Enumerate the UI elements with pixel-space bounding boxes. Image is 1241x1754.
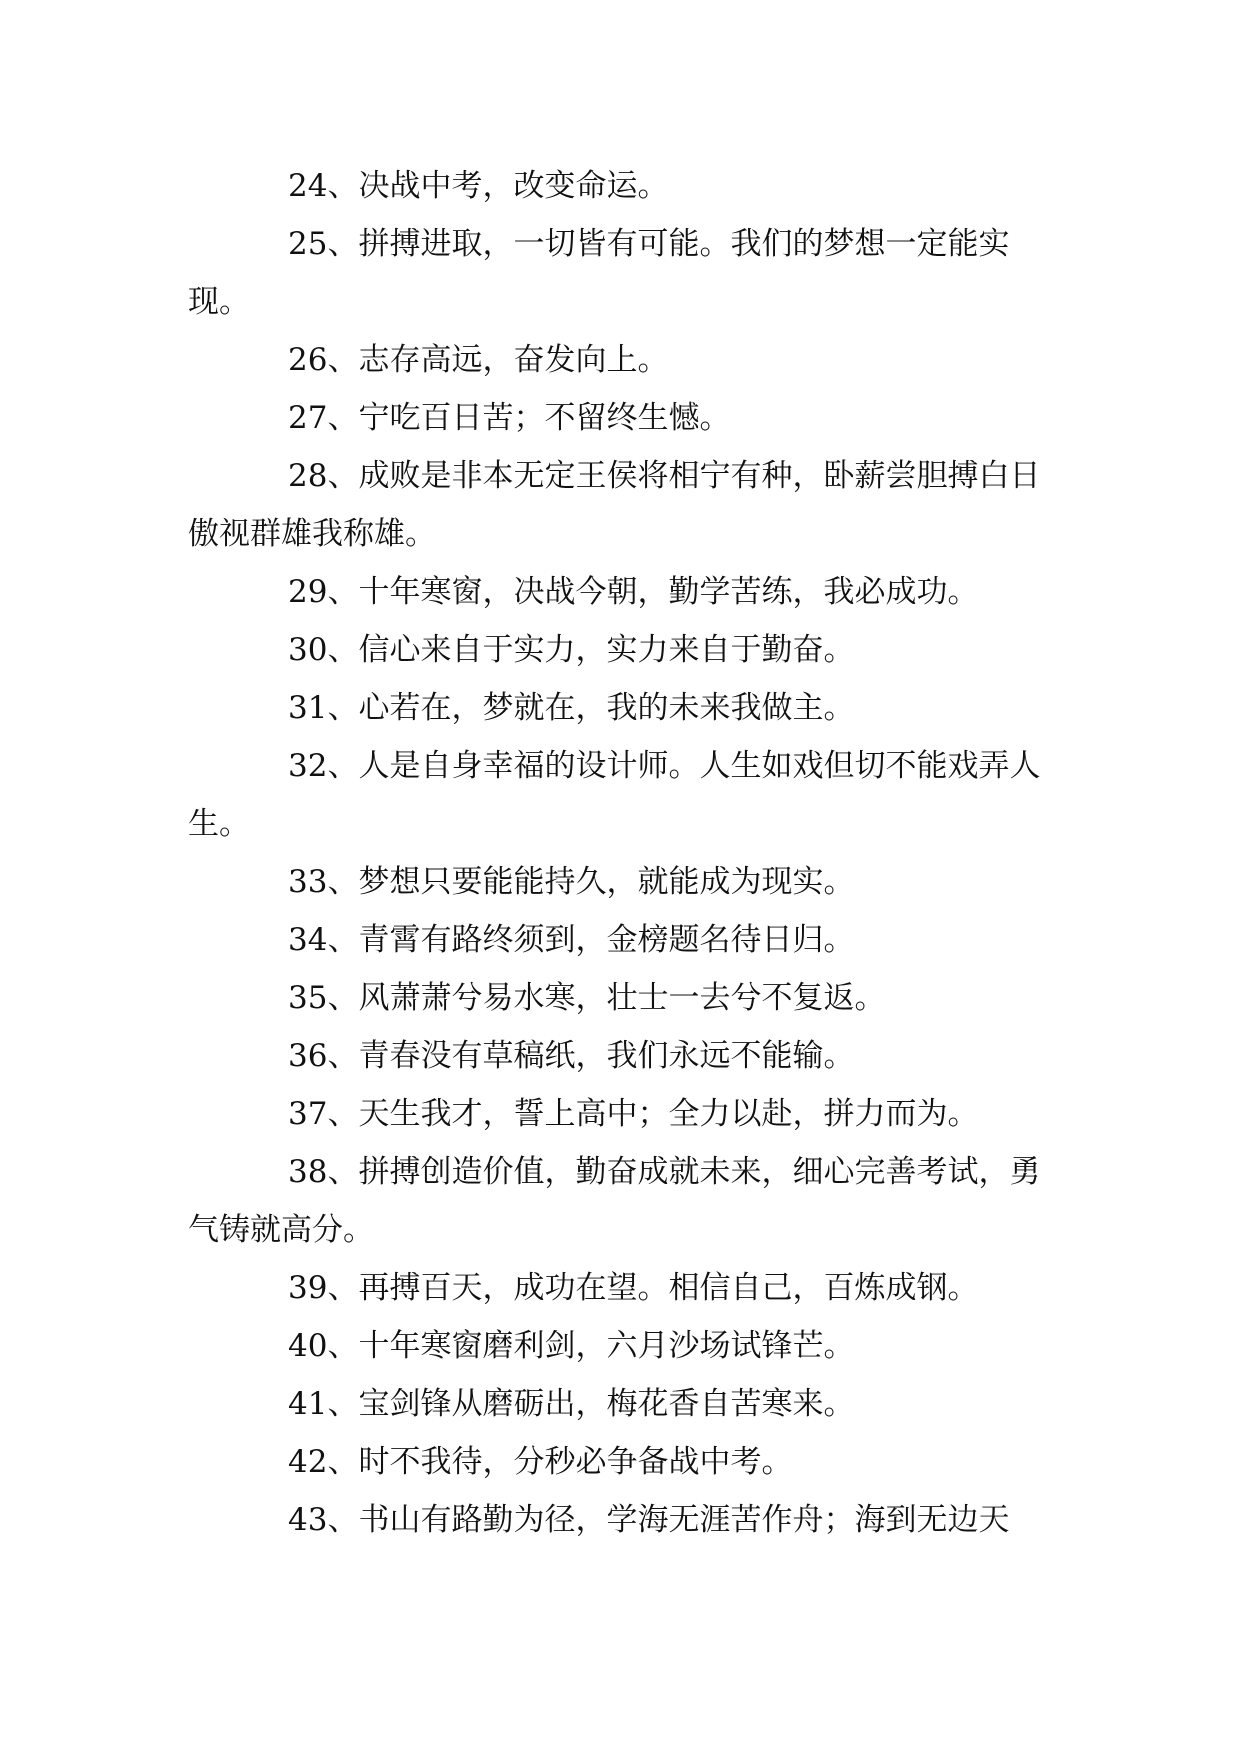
paragraph-27: 27、宁吃百日苦；不留终生憾。 bbox=[288, 400, 731, 436]
paragraph-33: 33、梦想只要能能持久，就能成为现实。 bbox=[288, 864, 855, 900]
paragraph-26: 26、志存高远，奋发向上。 bbox=[288, 342, 669, 378]
paragraph-41: 41、宝剑锋从磨砺出，梅花香自苦寒来。 bbox=[288, 1386, 855, 1422]
paragraph-36: 36、青春没有草稿纸，我们永远不能输。 bbox=[288, 1038, 855, 1074]
paragraph-38: 38、拼搏创造价值，勤奋成就未来，细心完善考试，勇气铸就高分。 bbox=[188, 1154, 1041, 1248]
paragraph-43: 43、书山有路勤为径，学海无涯苦作舟；海到无边天 bbox=[288, 1502, 1010, 1538]
document-body bbox=[188, 157, 1048, 1549]
paragraph-40: 40、十年寒窗磨利剑，六月沙场试锋芒。 bbox=[288, 1328, 855, 1364]
paragraph-34: 34、青霄有路终须到，金榜题名待日归。 bbox=[288, 922, 855, 958]
paragraph-25: 25、拼搏进取，一切皆有可能。我们的梦想一定能实现。 bbox=[188, 226, 1010, 320]
paragraph-24: 24、决战中考，改变命运。 bbox=[288, 168, 669, 204]
paragraph-29: 29、十年寒窗，决战今朝，勤学苦练，我必成功。 bbox=[288, 574, 979, 610]
paragraph-30: 30、信心来自于实力，实力来自于勤奋。 bbox=[288, 632, 855, 668]
paragraph-42: 42、时不我待，分秒必争备战中考。 bbox=[288, 1444, 793, 1480]
paragraph-35: 35、风萧萧兮易水寒，壮士一去兮不复返。 bbox=[288, 980, 886, 1016]
paragraph-39: 39、再搏百天，成功在望。相信自己，百炼成钢。 bbox=[288, 1270, 979, 1306]
paragraph-32: 32、人是自身幸福的设计师。人生如戏但切不能戏弄人生。 bbox=[188, 748, 1041, 842]
paragraph-28: 28、成败是非本无定王侯将相宁有种，卧薪尝胆搏白日傲视群雄我称雄。 bbox=[188, 458, 1041, 552]
paragraph-37: 37、天生我才，誓上高中；全力以赴，拼力而为。 bbox=[288, 1096, 979, 1132]
paragraph-31: 31、心若在，梦就在，我的未来我做主。 bbox=[288, 690, 855, 726]
